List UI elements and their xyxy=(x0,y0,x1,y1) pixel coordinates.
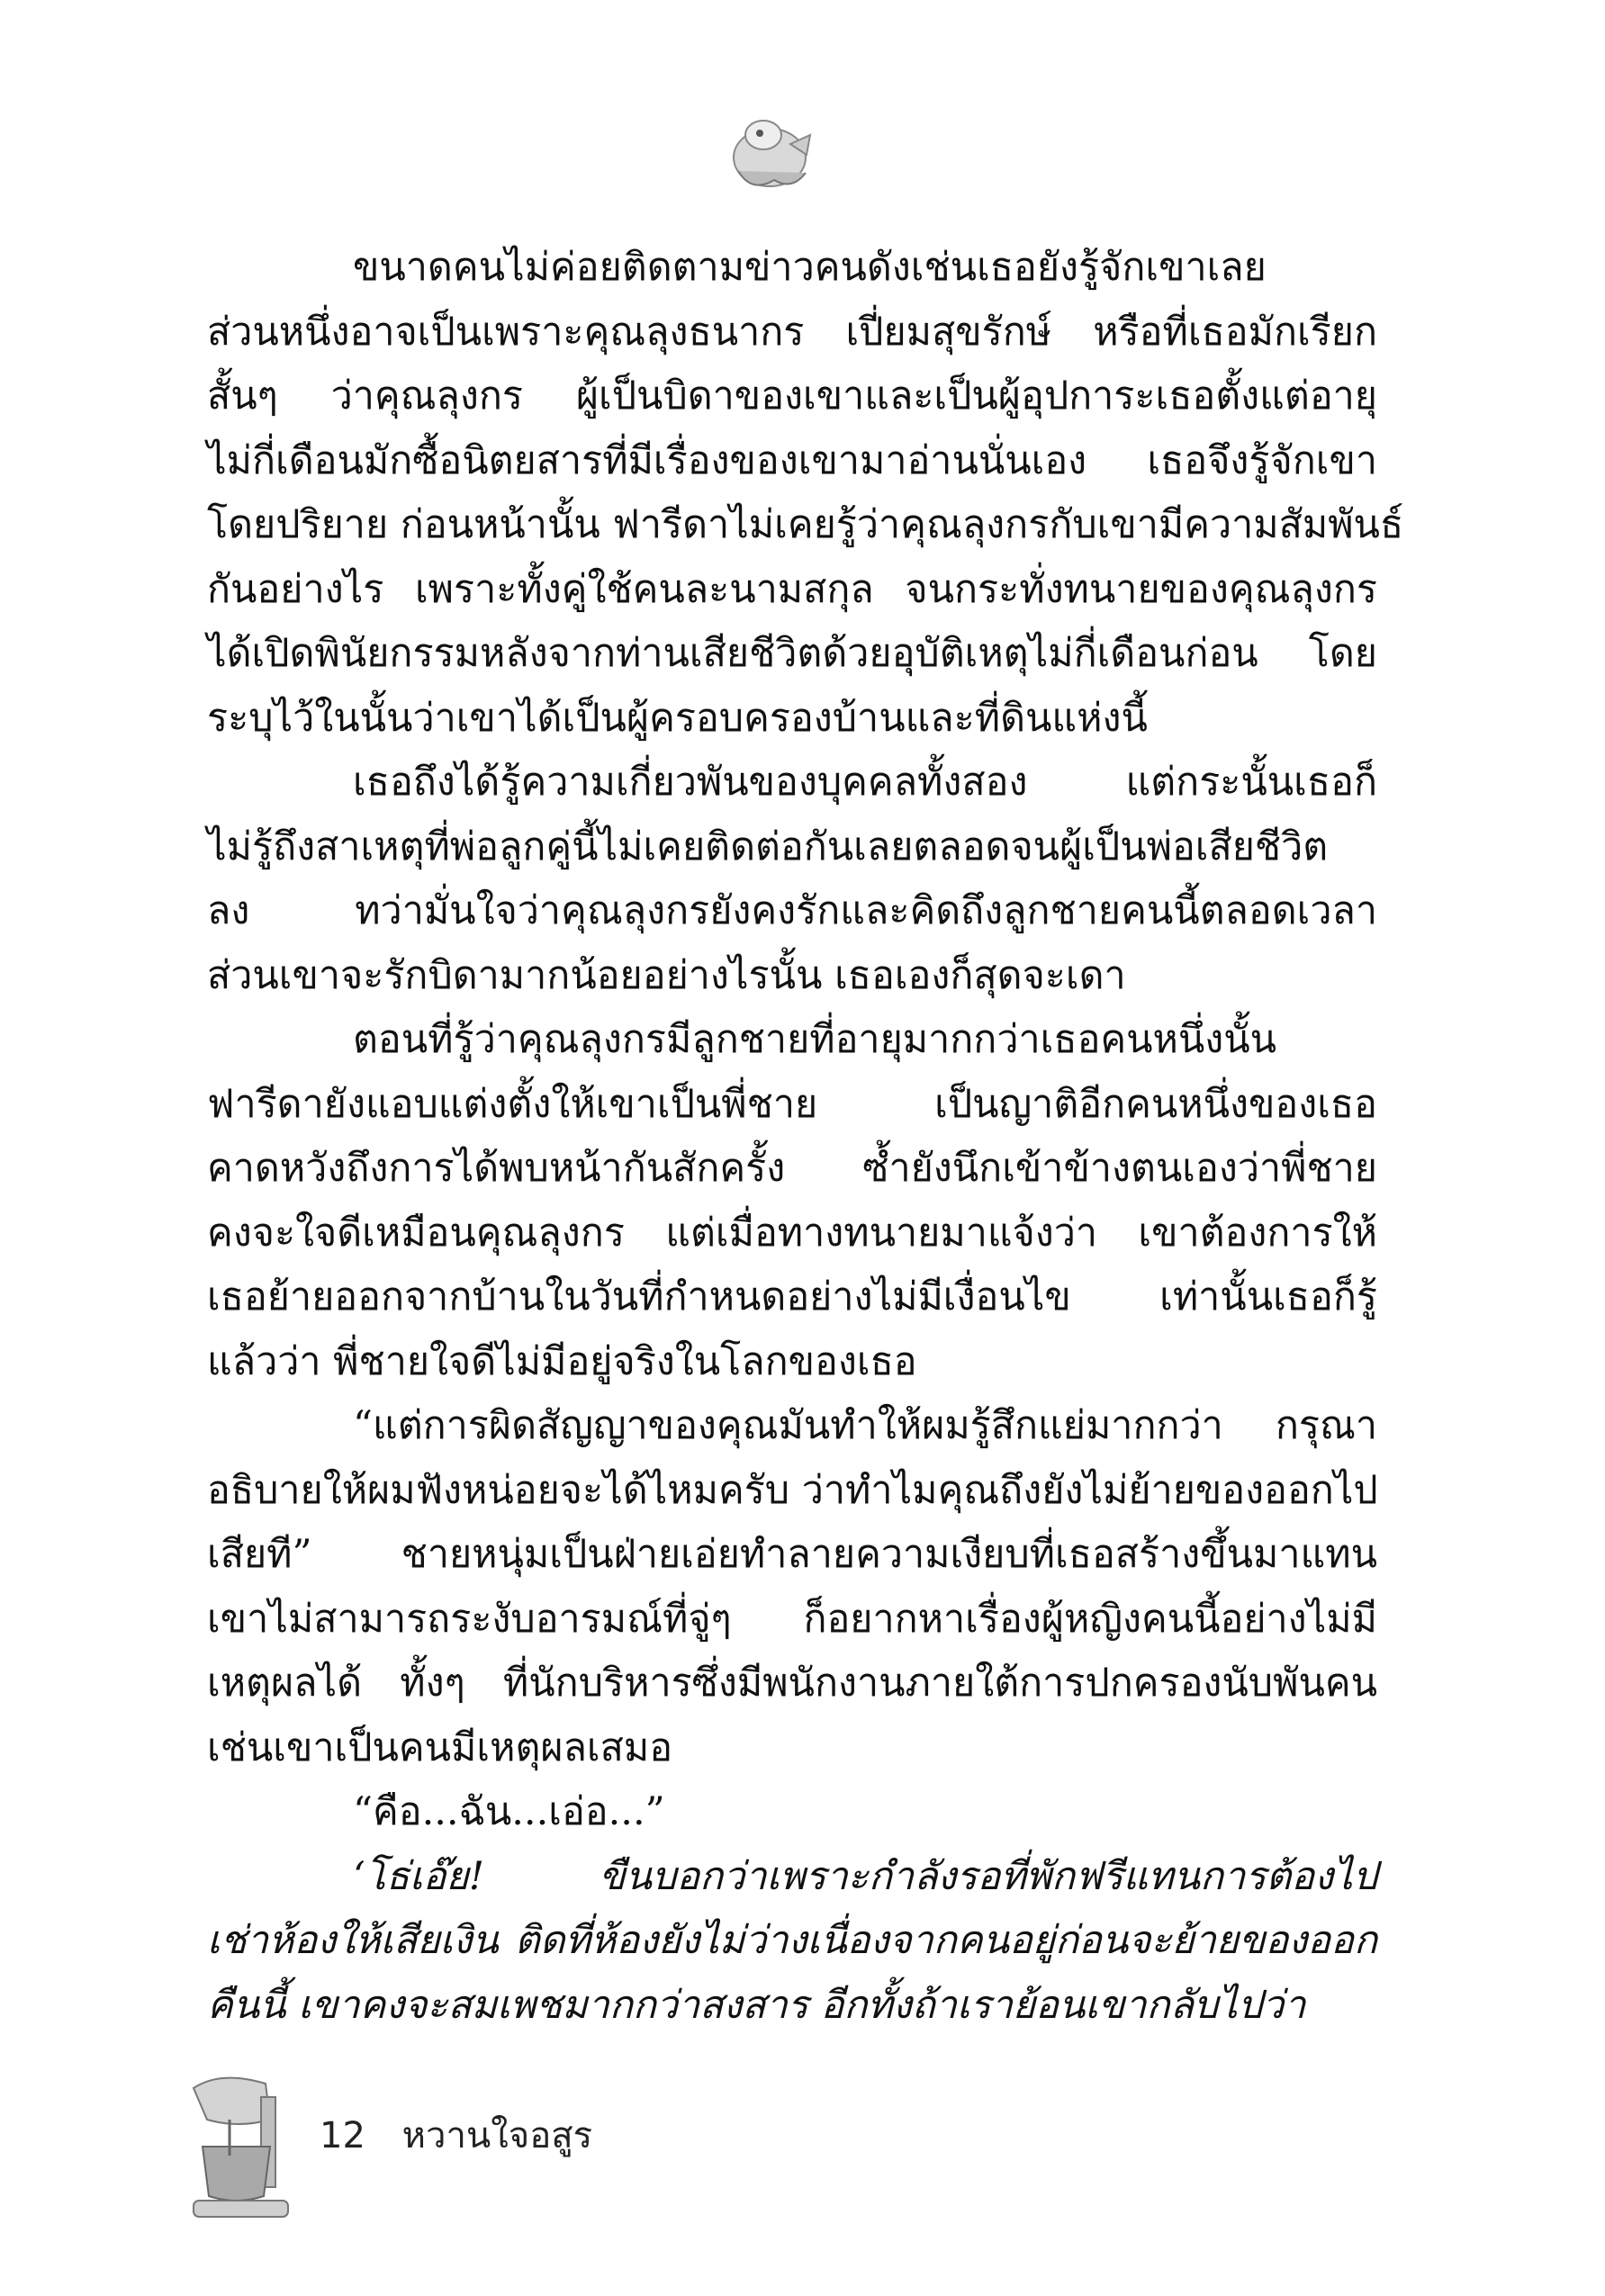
text-line: เหตุผลได้ ทั้งๆ ที่นักบริหารซึ่งมีพนักงานภายใต้การปกครองนับพันคน xyxy=(207,1661,1377,1706)
text-line: อธิบายให้ผมฟังหน่อยจะได้ไหมครับ ว่าทำไมคุณถึงยังไม่ย้ายของออกไป xyxy=(207,1467,1378,1513)
stand-mixer-icon xyxy=(185,2070,297,2223)
text-line: เช่นเขาเป็นคนมีเหตุผลเสมอ xyxy=(207,1724,673,1770)
text-line: เช่าห้องให้เสียเงิน ติดที่ห้องยังไม่ว่างเนื่องจากคนอยู่ก่อนจะย้ายของออก xyxy=(207,1918,1377,1963)
paragraph xyxy=(207,1845,1377,2039)
text-line: ขนาดคนไม่ค่อยติดตามข่าวคนดังเช่นเธอยังรู้จักเขาเลย xyxy=(353,245,1267,290)
text-line: ไม่รู้ถึงสาเหตุที่พ่อลูกคู่นี้ไม่เคยติดต่อกันเลยตลอดจนผู้เป็นพ่อเสียชีวิต xyxy=(207,824,1329,869)
text-line: คาดหวังถึงการได้พบหน้ากันสักครั้ง ซ้ำยังนึกเข้าข้างตนเองว่าพี่ชาย xyxy=(207,1146,1377,1191)
text-line: โดยปริยาย ก่อนหน้านั้น ฟารีดาไม่เคยรู้ว่าคุณลุงกรกับเขามีความสัมพันธ์ xyxy=(207,502,1404,547)
text-line: ส่วนหนึ่งอาจเป็นเพราะคุณลุงธนากร เปี่ยมสุขรักษ์ หรือที่เธอมักเรียก xyxy=(207,309,1377,355)
text-line: “คือ...ฉัน...เอ่อ...” xyxy=(353,1789,665,1834)
text-line: ได้เปิดพินัยกรรมหลังจากท่านเสียชีวิตด้วยอุบัติเหตุไม่กี่เดือนก่อน โดย xyxy=(207,631,1377,676)
text-line: เธอถึงได้รู้ความเกี่ยวพันของบุคคลทั้งสอง แต่กระนั้นเธอก็ xyxy=(353,760,1377,805)
text-line: เธอย้ายออกจากบ้านในวันที่กำหนดอย่างไม่มีเงื่อนไข เท่านั้นเธอก็รู้ xyxy=(207,1274,1377,1319)
book-title: หวานใจอสูร xyxy=(401,2115,593,2156)
page-footer xyxy=(320,2106,592,2164)
paragraph xyxy=(207,751,1377,1008)
text-line: สั้นๆ ว่าคุณลุงกร ผู้เป็นบิดาของเขาและเป็นผู้อุปการะเธอตั้งแต่อายุ xyxy=(207,374,1377,419)
text-line: ระบุไว้ในนั้นว่าเขาได้เป็นผู้ครอบครองบ้านและที่ดินแห่งนี้ xyxy=(207,695,1148,741)
text-line: คงจะใจดีเหมือนคุณลุงกร แต่เมื่อทางทนายมาแจ้งว่า เขาต้องการให้ xyxy=(207,1210,1377,1256)
paragraph xyxy=(207,1394,1377,1780)
text-line: ฟารีดายังแอบแต่งตั้งให้เขาเป็นพี่ชาย เป็นญาติอีกคนหนึ่งของเธอ xyxy=(207,1081,1377,1127)
text-line: เสียที” ชายหนุ่มเป็นฝ่ายเอ่ยทำลายความเงียบที่เธอสร้างขึ้นมาแทน xyxy=(207,1532,1377,1577)
cartoon-fish-icon xyxy=(720,108,819,198)
text-line: ตอนที่รู้ว่าคุณลุงกรมีลูกชายที่อายุมากกว่าเธอคนหนึ่งนั้น xyxy=(353,1017,1277,1062)
page-number: 12 xyxy=(320,2115,365,2156)
paragraph xyxy=(207,1780,1377,1845)
text-line: ไม่กี่เดือนมักซื้อนิตยสารที่มีเรื่องของเขามาอ่านนั่นเอง เธอจึงรู้จักเขา xyxy=(207,437,1377,483)
text-line: ส่วนเขาจะรักบิดามากน้อยอย่างไรนั้น เธอเองก็สุดจะเดา xyxy=(207,952,1126,998)
text-line: แล้วว่า พี่ชายใจดีไม่มีอยู่จริงในโลกของเธอ xyxy=(207,1338,917,1384)
text-line: ‘โธ่เอ๊ย! ขืนบอกว่าเพราะกำลังรอที่พักฟรีแทนการต้องไป xyxy=(353,1853,1377,1899)
body-text xyxy=(207,236,1404,2038)
text-line: ลง ทว่ามั่นใจว่าคุณลุงกรยังคงรักและคิดถึงลูกชายคนนี้ตลอดเวลา xyxy=(207,888,1377,933)
text-line: กันอย่างไร เพราะทั้งคู่ใช้คนละนามสกุล จนกระทั่งทนายของคุณลุงกร xyxy=(207,566,1377,612)
text-line: เขาไม่สามารถระงับอารมณ์ที่จู่ๆ ก็อยากหาเรื่องผู้หญิงคนนี้อย่างไม่มี xyxy=(207,1596,1377,1642)
paragraph xyxy=(207,236,1404,751)
text-line: คืนนี้ เขาคงจะสมเพชมากกว่าสงสาร อีกทั้งถ้าเราย้อนเขากลับไปว่า xyxy=(207,1982,1306,2028)
text-line: “แต่การผิดสัญญาของคุณมันทำให้ผมรู้สึกแย่มากกว่า กรุณา xyxy=(353,1403,1377,1448)
paragraph xyxy=(207,1008,1377,1394)
